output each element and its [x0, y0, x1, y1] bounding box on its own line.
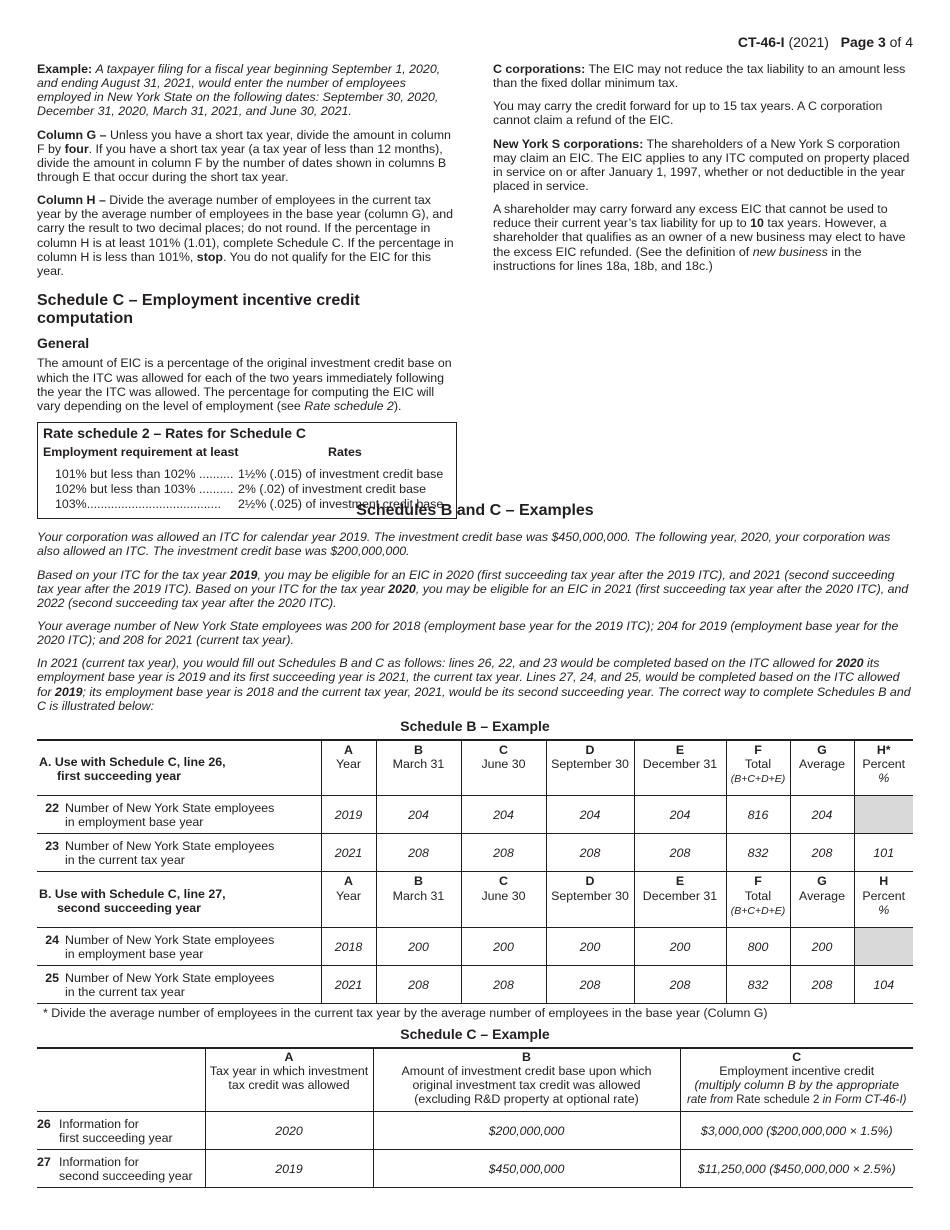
- right-column: [493, 62, 913, 282]
- examples-p4: In 2021 (current tax year), you would fill out Schedules B and C as follows: lines 26, 22, and 23 would be completed based on the ITC allowed for 2020 its employment base year is 2019 and its first succeeding year is 2021, the current tax year. Lines 27, 24, and 25, would be completed based on the ITC allowed for 2019; its employment base year is 2018 and the current tax year, 2021, would be its second succeeding year. The correct way to complete Schedules B and C is illustrated below:: [37, 656, 911, 713]
- schedule-c-table: [37, 1047, 913, 1189]
- rate-row: 102% but less than 103% .......... 2% (.02) of investment credit base: [55, 481, 427, 496]
- shaded-cell: [854, 928, 913, 966]
- page-header: [738, 35, 913, 51]
- form-number: CT-46-I: [737, 34, 785, 50]
- examples-p2: Based on your ITC for the tax year 2019, you may be eligible for an EIC in 2020 (first succeeding tax year after the 2019 ITC), and 2021 (second succeeding tax year after the 2019 ITC). Based on your ITC for the tax year 2020, you may be eligible for an EIC in 2021 (first succeeding tax year after the 2020 ITC), and 2022 (second succeeding tax year after the 2020 ITC).: [37, 567, 909, 610]
- page-label: Page 3: [840, 34, 886, 50]
- column-g-paragraph: Column G – Unless you have a short tax year, divide the amount in column F by four. If you have a short tax year (a tax year of less than 12 months), divide the amount in column F by the number of dates shown in columns B through E that occur during the short tax year.: [37, 127, 451, 184]
- table-row-line-26: 26 Information for first succeeding year 2020 $200,000,000 $3,000,000 ($200,000,000 × 1.5%): [37, 1112, 913, 1150]
- schedule-b-footnote: * Divide the average number of employees in the current tax year by the average number of employees in the base year (Column G): [43, 1006, 768, 1021]
- schedule-c-example: [37, 1027, 913, 1188]
- examples-section: [37, 502, 913, 722]
- examples-p3: Your average number of New York State employees was 200 for 2018 (employment base year for the 2019 ITC); 204 for 2019 (employment base year for the 2020 ITC); and 208 for 2021 (current tax year).: [37, 618, 899, 648]
- table-row-line-24: 24 Number of New York State employees in employment base year 2018 200 200 200 200 800 200: [37, 928, 913, 966]
- schedule-b-example: [37, 719, 913, 1021]
- schedule-c-heading: Schedule C – Employment incentive credit computation: [37, 291, 360, 328]
- shareholder-paragraph: A shareholder may carry forward any excess EIC that cannot be used to reduce their current year’s tax liability for up to 10 tax years. However, a shareholder that qualifies as an owner of a new business may elect to have the excess EIC refunded. (See the definition of new business in the instructions for lines 18a, 18b, and 18c.): [493, 202, 906, 273]
- examples-p1: Your corporation was allowed an ITC for calendar year 2019. The investment credit base was $450,000,000. The following year, 2020, your corporation was also allowed an ITC. The investment credit base was $200,000,000.: [37, 530, 891, 559]
- carry-forward-paragraph: You may carry the credit forward for up to 15 tax years. A C corporation cannot claim a refund of the EIC.: [493, 99, 883, 128]
- left-column: [37, 62, 457, 519]
- section-b-header-row: B. Use with Schedule C, line 27, second succeeding year A Year B March 31 C June 30 D September 30 E December 31 F Total (B+C+D+E) G Average H Percent %: [37, 872, 913, 928]
- example-paragraph: Example: A taxpayer filing for a fiscal year beginning September 1, 2020, and ending August 31, 2021, would enter the number of employees employed in New York State on the following dates: September 30, 2020, December 31, 2020, March 31, 2021, and June 30, 2021.: [37, 62, 441, 119]
- section-b-label: B. Use with Schedule C, line 27, second succeeding year: [37, 872, 321, 928]
- column-h-paragraph: Column H – Divide the average number of employees in the current tax year by the average number of employees in the base year (column G), and carry the result to two decimal places; do not round. If the percentage in column H is at least 101% (1.01), complete Schedule C. If the percentage in column H is less than 101%, stop. You do not qualify for the EIC for this year.: [37, 193, 454, 278]
- form-year: (2021): [788, 34, 829, 50]
- c-corporations-paragraph: C corporations: The EIC may not reduce the tax liability to an amount less than the fixed dollar minimum tax.: [493, 62, 906, 91]
- section-a-label: A. Use with Schedule C, line 26, first succeeding year: [37, 740, 321, 796]
- shaded-cell: [854, 796, 913, 834]
- rate-schedule-title: Rate schedule 2 – Rates for Schedule C: [43, 424, 306, 441]
- rate-schedule-header: Employment requirement at least Rates: [43, 444, 362, 459]
- table-row-line-23: 23 Number of New York State employees in the current tax year 2021 208 208 208 208 832 208 101: [37, 834, 913, 872]
- table-row-line-27: 27 Information for second succeeding year 2019 $450,000,000 $11,250,000 ($450,000,000 × 2.5%): [37, 1150, 913, 1188]
- table-row-line-22: 22 Number of New York State employees in employment base year 2019 204 204 204 204 816 204: [37, 796, 913, 834]
- page-of: of 4: [889, 34, 913, 50]
- schedule-b-table: [37, 739, 913, 1005]
- table-row-line-25: 25 Number of New York State employees in the current tax year 2021 208 208 208 208 832 208 104: [37, 966, 913, 1004]
- rate-row: 101% but less than 102% .......... 1½% (.015) of investment credit base: [55, 467, 444, 482]
- ny-s-corporations-paragraph: New York S corporations: The shareholders of a New York S corporation may claim an EIC. The EIC applies to any ITC computed on property placed in service on or after January 1, 1997, whether or not deductible in the year placed in service.: [493, 136, 910, 193]
- general-heading: General: [37, 335, 90, 352]
- section-a-header-row: A. Use with Schedule C, line 26, first succeeding year A Year B March 31 C June 30 D September 30 E December 31 F Total (B+C+D+E) G Average H* Percent %: [37, 740, 913, 796]
- examples-title: Schedules B and C – Examples: [356, 502, 594, 519]
- schedule-c-header-row: A Tax year in which investment tax credit was allowed B Amount of investment credit base upon which original investment tax credit was allowed (excluding R&D property at optional rate) C Employment incentive credit (multiply column B by the appropriate rate from Rate schedule 2 in Form CT-46-I): [37, 1048, 913, 1112]
- schedule-c-title: Schedule C – Example: [400, 1026, 550, 1042]
- rate-row: 103%....................................... 2½% (.025) of investment credit base: [55, 496, 444, 511]
- general-paragraph: The amount of EIC is a percentage of the original investment credit base on which the ITC was allowed for each of the two years immediately following the year the ITC was allowed. The percentage for computing the EIC will vary depending on the level of employment (see Rate schedule 2).: [37, 356, 452, 413]
- schedule-b-title: Schedule B – Example: [400, 718, 550, 734]
